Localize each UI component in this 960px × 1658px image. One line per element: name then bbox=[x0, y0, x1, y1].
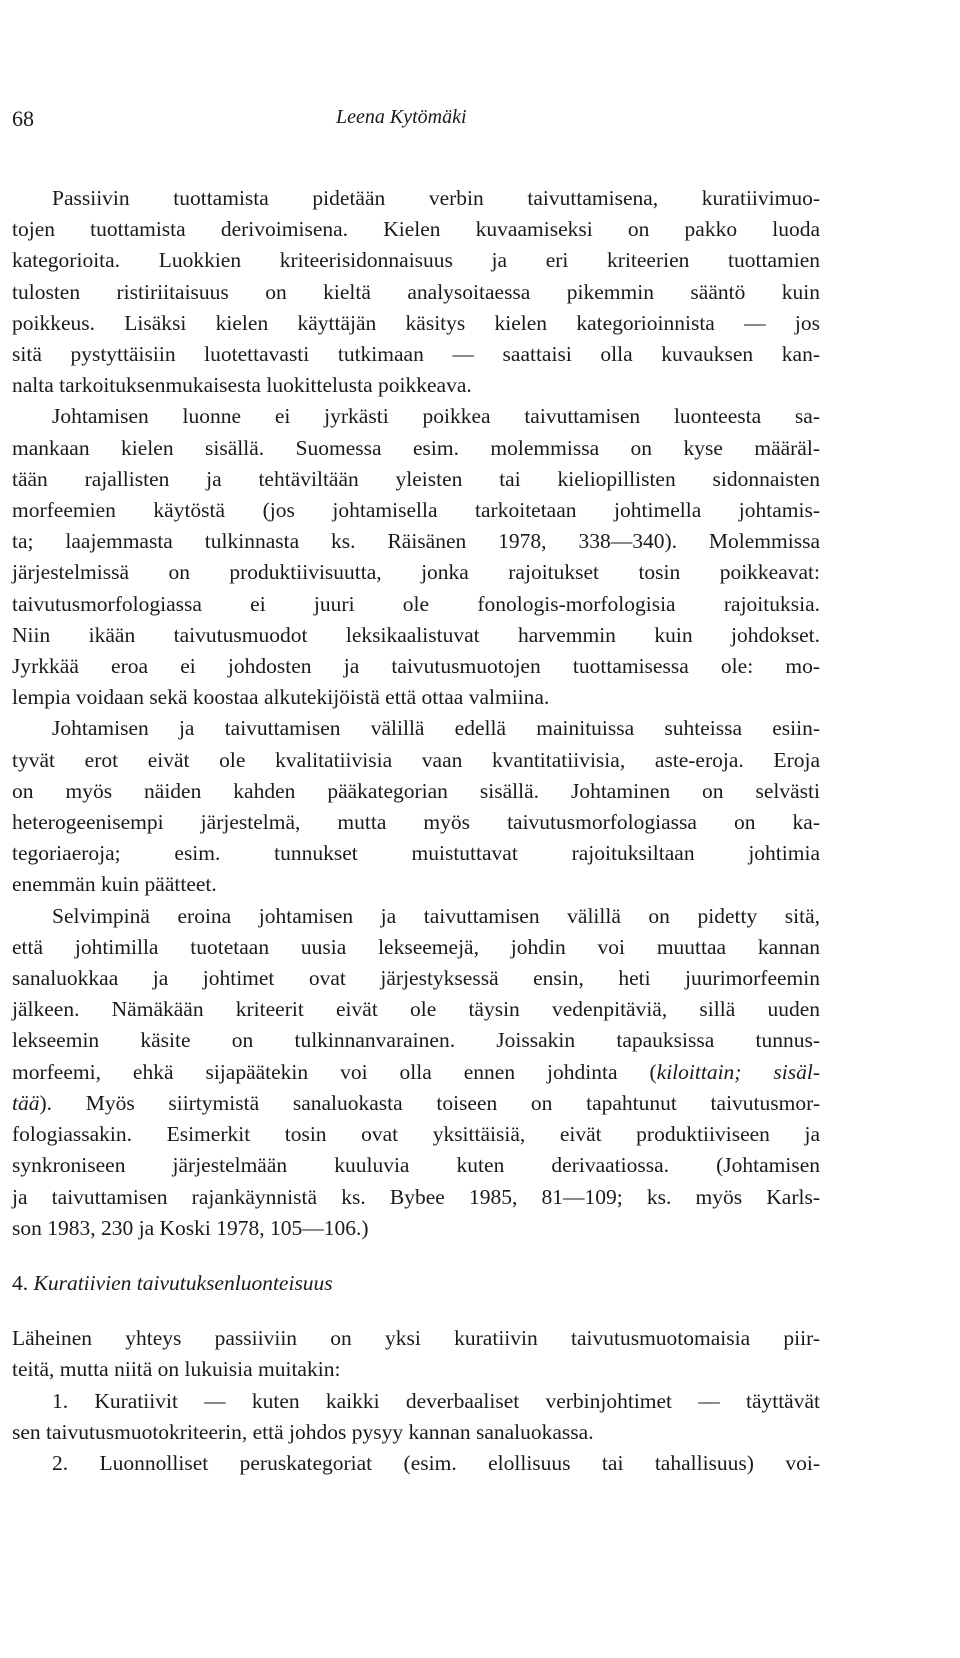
text-line: teitä, mutta niitä on lukuisia muitakin: bbox=[12, 1357, 341, 1382]
text-run: ). Myös siirtymistä sanaluokasta toiseen on tapahtunut taivutusmor- bbox=[39, 1090, 820, 1115]
paragraph bbox=[12, 1323, 820, 1385]
text-line: tulosten ristiriitaisuus on kieltä analysoitaessa pikemmin sääntö kuin bbox=[12, 279, 820, 304]
text-line: Johtamisen ja taivuttamisen välillä edellä mainituissa suhteissa esiin- bbox=[52, 716, 820, 741]
italic-example: tää bbox=[12, 1090, 40, 1115]
list-item bbox=[12, 1386, 820, 1448]
text-line: heterogeenisempi järjestelmä, mutta myös taivutusmorfologiassa on ka- bbox=[12, 810, 820, 835]
text-line: enemmän kuin päätteet. bbox=[12, 872, 217, 897]
text-line: on myös näiden kahden pääkategorian sisällä. Johtaminen on selvästi bbox=[12, 778, 820, 803]
text-line: tegoriaeroja; esim. tunnukset muistuttavat rajoituksiltaan johtimia bbox=[12, 841, 820, 866]
text-line: son 1983, 230 ja Koski 1978, 105—106.) bbox=[12, 1215, 369, 1240]
page-number: 68 bbox=[12, 106, 34, 131]
text-line: lekseemin käsite on tulkinnanvarainen. Joissakin tapauksissa tunnus- bbox=[12, 1028, 820, 1053]
text-line: Jyrkkää eroa ei johdosten ja taivutusmuotojen tuottamisessa ole: mo- bbox=[12, 654, 820, 679]
text-line: Johtamisen luonne ei jyrkästi poikkea taivuttamisen luonteesta sa- bbox=[52, 404, 820, 429]
section-title: Kuratiivien taivutuksenluonteisuus bbox=[33, 1270, 333, 1295]
text-line: fologiassakin. Esimerkit tosin ovat yksittäisiä, eivät produktiiviseen ja bbox=[12, 1122, 820, 1147]
paragraph bbox=[12, 401, 820, 713]
text-line: järjestelmissä on produktiivisuutta, jonka rajoitukset tosin poikkeavat: bbox=[12, 560, 820, 585]
text-line: tään rajallisten ja tehtäviltään yleisten tai kieliopillisten sidonnaisten bbox=[12, 466, 820, 491]
text-line: kategorioita. Luokkien kriteerisidonnaisuus ja eri kriteerien tuottamien bbox=[12, 248, 820, 273]
body-text bbox=[12, 183, 820, 1479]
text-run: morfeemi, ehkä sijapäätekin voi olla ennen johdinta ( bbox=[12, 1059, 657, 1084]
italic-example: kiloittain; sisäl- bbox=[656, 1059, 821, 1084]
text-line: 1. Kuratiivit — kuten kaikki deverbaaliset verbinjohtimet — täyttävät bbox=[52, 1388, 820, 1413]
paragraph bbox=[12, 713, 820, 900]
text-line: että johtimilla tuotetaan uusia lekseemejä, johdin voi muuttaa kannan bbox=[12, 934, 820, 959]
text-line: mankaan kielen sisällä. Suomessa esim. molemmissa on kyse määräl- bbox=[12, 435, 820, 460]
text-line: lempia voidaan sekä koostaa alkutekijöistä että ottaa valmiina. bbox=[12, 685, 550, 710]
list-item bbox=[12, 1448, 820, 1479]
text-line: morfeemien käytöstä (jos johtamisella tarkoitetaan johtimella johtamis- bbox=[12, 498, 820, 523]
text-line: sitä pystyttäisiin luotettavasti tutkimaan — saattaisi olla kuvauksen kan- bbox=[12, 342, 820, 367]
running-head: Leena Kytömäki bbox=[336, 106, 467, 128]
text-line: sanaluokkaa ja johtimet ovat järjestyksessä ensin, heti juurimorfeemin bbox=[12, 966, 820, 991]
text-line: tojen tuottamista derivoimisena. Kielen kuvaamiseksi on pakko luoda bbox=[12, 217, 820, 242]
text-line: nalta tarkoituksenmukaisesta luokittelusta poikkeava. bbox=[12, 373, 472, 398]
text-line: Läheinen yhteys passiiviin on yksi kuratiivin taivutusmuotomaisia piir- bbox=[12, 1326, 820, 1351]
text-line: poikkeus. Lisäksi kielen käyttäjän käsitys kielen kategorioinnista — jos bbox=[12, 310, 820, 335]
text-line: ja taivuttamisen rajankäynnistä ks. Bybee 1985, 81—109; ks. myös Karls- bbox=[12, 1184, 820, 1209]
paragraph bbox=[12, 183, 820, 401]
text-line: Selvimpinä eroina johtamisen ja taivuttamisen välillä on pidetty sitä, bbox=[52, 903, 820, 928]
section-spacer bbox=[12, 1244, 820, 1268]
text-line bbox=[12, 1057, 820, 1088]
section-spacer bbox=[12, 1299, 820, 1323]
text-line: Passiivin tuottamista pidetään verbin taivuttamisena, kuratiivimuo- bbox=[52, 186, 820, 210]
section-number: 4. bbox=[12, 1270, 29, 1295]
text-line: Niin ikään taivutusmuodot leksikaalistuvat harvemmin kuin johdokset. bbox=[12, 622, 820, 647]
page-header bbox=[12, 106, 832, 136]
text-line: sen taivutusmuotokriteerin, että johdos pysyy kannan sanaluokassa. bbox=[12, 1419, 594, 1444]
text-line: 2. Luonnolliset peruskategoriat (esim. elollisuus tai tahallisuus) voi- bbox=[52, 1450, 820, 1475]
text-line: synkroniseen järjestelmään kuuluvia kuten derivaatiossa. (Johtamisen bbox=[12, 1153, 820, 1178]
text-line: ta; laajemmasta tulkinnasta ks. Räisänen 1978, 338—340). Molemmissa bbox=[12, 529, 820, 554]
text-line: jälkeen. Nämäkään kriteerit eivät ole täysin vedenpitäviä, sillä uuden bbox=[12, 997, 820, 1022]
paragraph bbox=[12, 901, 820, 1244]
section-heading bbox=[12, 1268, 820, 1299]
text-line: tyvät erot eivät ole kvalitatiivisia vaan kvantitatiivisia, aste-eroja. Eroja bbox=[12, 747, 820, 772]
text-line bbox=[12, 1088, 820, 1119]
text-line: taivutusmorfologiassa ei juuri ole fonologis-morfologisia rajoituksia. bbox=[12, 591, 820, 616]
